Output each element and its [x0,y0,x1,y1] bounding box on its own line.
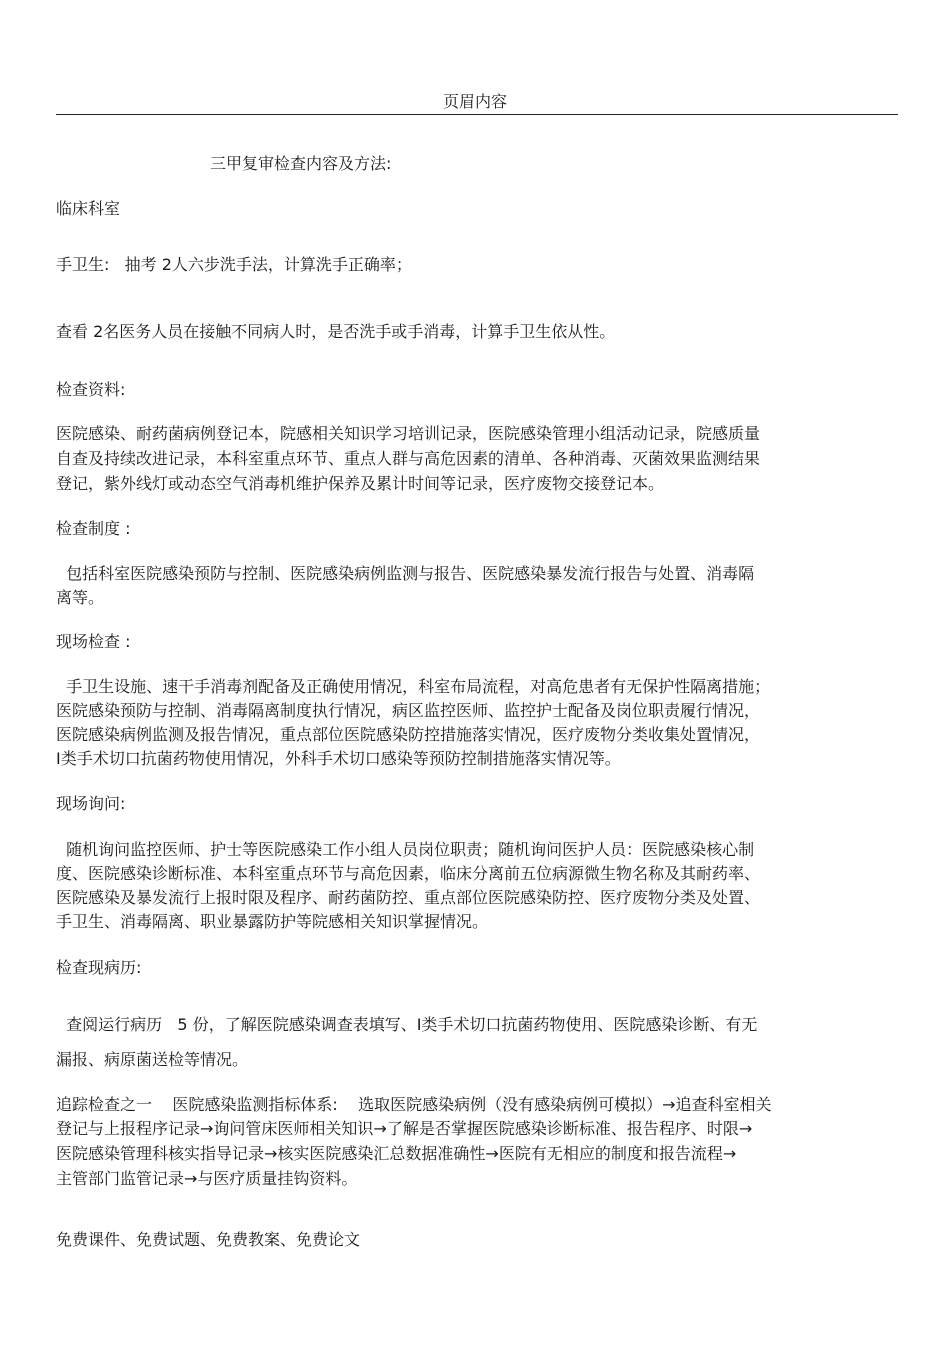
onsite-line: Ⅰ类手术切口抗菌药物使用情况，外科手术切口感染等预防控制措施落实情况等。 [56,749,621,768]
doc-title: 三甲复审检查内容及方法: [210,154,392,173]
hand-hygiene-text: 手卫生: 抽考 2人六步洗手法，计算洗手正确率； [56,255,412,274]
inquiry-line: 手卫生、消毒隔离、职业暴露防护等院感相关知识掌握情况。 [56,912,489,931]
tracking-line: 医院感染管理科核实指导记录→核实医院感染汇总数据准确性→医院有无相应的制度和报告流程→ [56,1144,737,1163]
records-line: 查阅运行病历 5 份，了解医院感染调查表填写、Ⅰ类手术切口抗菌药物使用、医院感染诊断、有无 [56,1015,758,1034]
tracking-line: 追踪检查之一 医院感染监测指标体系: 选取医院感染病例（没有感染病例可模拟）→追查科室相关 [56,1095,772,1114]
onsite-line: 医院感染预防与控制、消毒隔离制度执行情况，病区监控医师、监控护士配备及岗位职责履行情况， [56,701,761,720]
tracking-line: 主管部门监管记录→与医疗质量挂钩资料。 [56,1169,358,1188]
system-heading: 检查制度 : [56,519,131,538]
records-heading: 检查现病历: [56,958,142,977]
header-divider [56,114,898,115]
onsite-line: 医院感染病例监测及报告情况，重点部位医院感染防控措施落实情况，医疗废物分类收集处置情况， [56,725,761,744]
system-line: 包括科室医院感染预防与控制、医院感染病例监测与报告、医院感染暴发流行报告与处置、消毒隔 [56,564,755,583]
page-header: 页眉内容 [442,92,507,111]
tracking-line: 登记与上报程序记录→询问管床医师相关知识→了解是否掌握医院感染诊断标准、报告程序、时限→ [56,1119,753,1138]
footer-text: 免费课件、免费试题、免费教案、免费论文 [56,1230,361,1249]
records-line: 漏报、病原菌送检等情况。 [56,1050,249,1069]
materials-line: 医院感染、耐药菌病例登记本，院感相关知识学习培训记录，医院感染管理小组活动记录，院感质量 [56,424,761,443]
onsite-line: 手卫生设施、速干手消毒剂配备及正确使用情况，科室布局流程，对高危患者有无保护性隔离措施； [56,677,771,696]
inquiry-heading: 现场询问: [56,794,126,813]
system-line: 离等。 [56,588,105,607]
observe-text: 查看 2名医务人员在接触不同病人时，是否洗手或手消毒，计算手卫生依从性。 [56,322,616,341]
onsite-heading: 现场检查 : [56,632,131,651]
dept-label: 临床科室 [56,199,121,218]
materials-heading: 检查资料: [56,380,126,399]
inquiry-line: 医院感染及暴发流行上报时限及程序、耐药菌防控、重点部位医院感染防控、医疗废物分类及处置、 [56,888,761,907]
inquiry-line: 随机询问监控医师、护士等医院感染工作小组人员岗位职责；随机询问医护人员：医院感染核心制 [56,840,755,859]
inquiry-line: 度、医院感染诊断标准、本科室重点环节与高危因素，临床分离前五位病源微生物名称及其耐药率、 [56,864,761,883]
materials-line: 登记，紫外线灯或动态空气消毒机维护保养及累计时间等记录，医疗废物交接登记本。 [56,474,665,493]
materials-line: 自查及持续改进记录，本科室重点环节、重点人群与高危因素的清单、各种消毒、灭菌效果监测结果 [56,449,761,468]
